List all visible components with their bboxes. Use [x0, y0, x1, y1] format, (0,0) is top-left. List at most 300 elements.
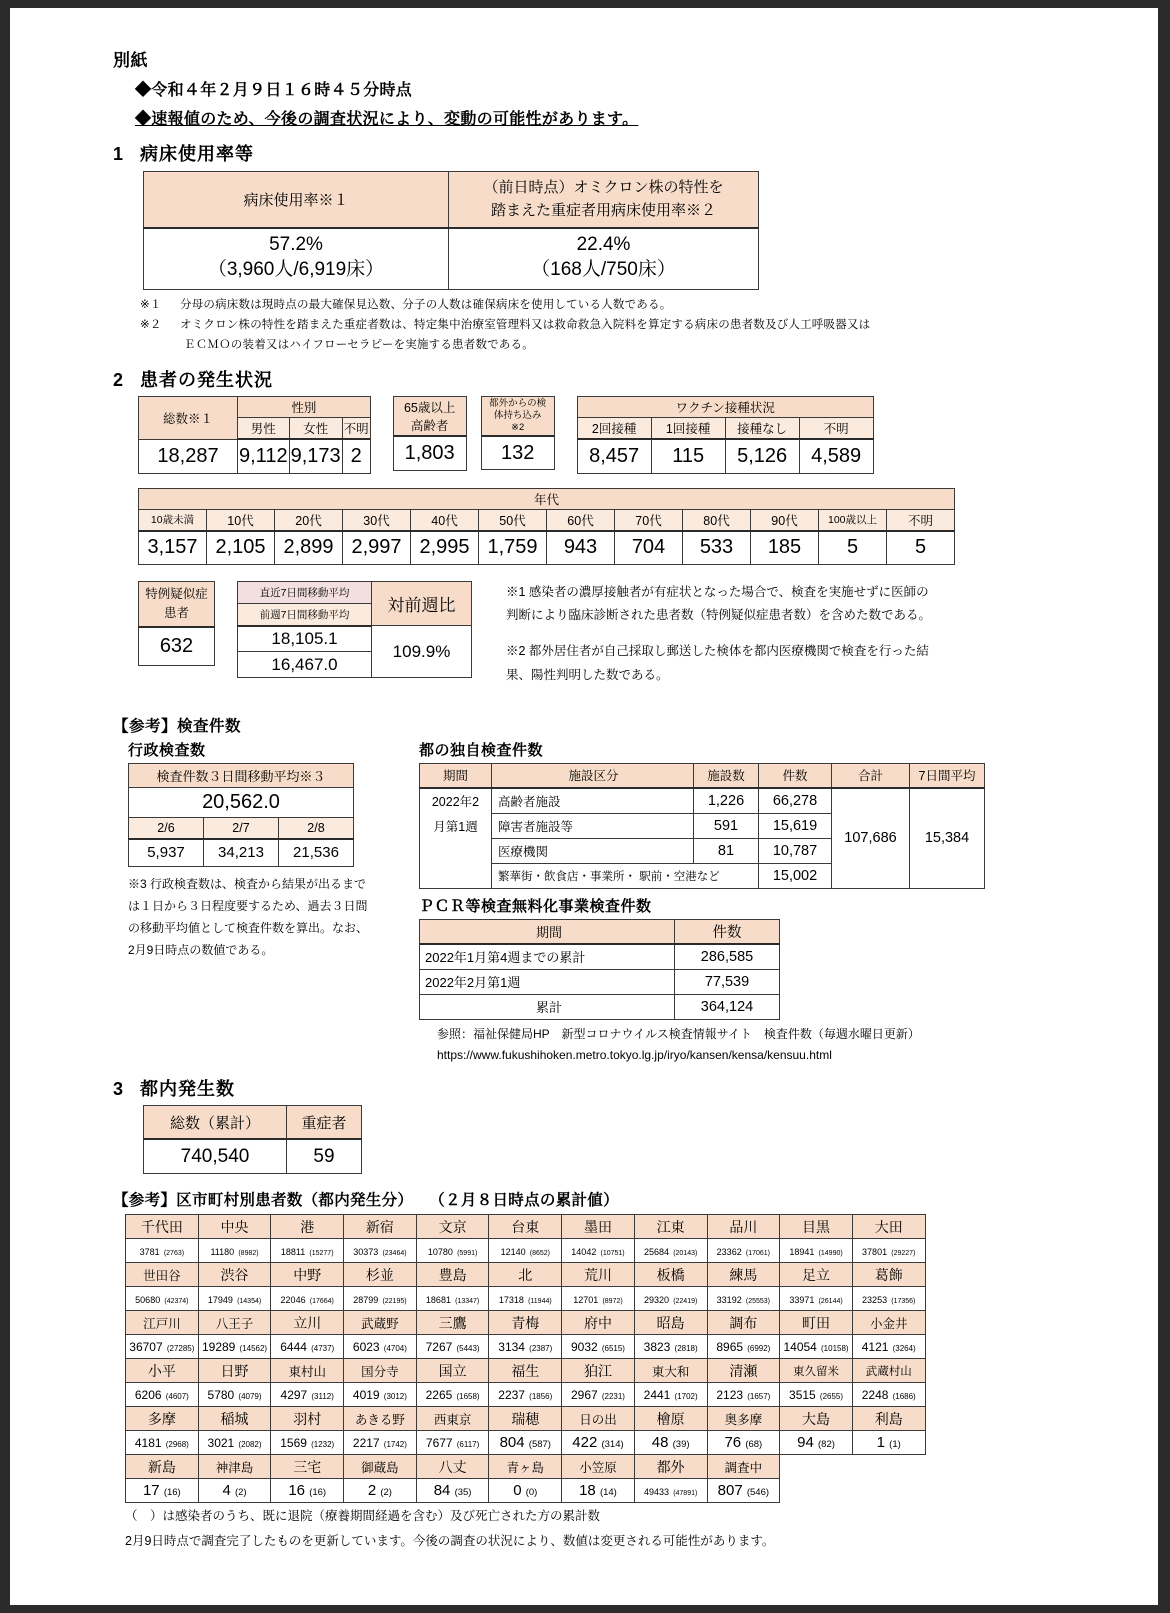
severe-bed-percent: 22.4%: [576, 233, 631, 255]
admin-date-2: 2/8: [279, 817, 354, 839]
own-tests-table: [419, 763, 985, 889]
muni-name: 練馬: [707, 1263, 780, 1287]
age-value-40s: 2,995: [411, 531, 479, 565]
muni-name: 墨田: [562, 1215, 635, 1239]
vaccination-table: [577, 396, 874, 474]
muni-value: 23362 (17061): [707, 1239, 780, 1263]
muni-value: 2237 (1856): [489, 1383, 562, 1407]
elderly-value: 1,803: [393, 436, 466, 470]
section2-top-row: [138, 396, 1098, 474]
week-ratio-header: 対前週比: [372, 582, 472, 626]
muni-name: 稲城: [198, 1407, 271, 1431]
recent-avg-label: 直近7日間移動平均: [238, 582, 372, 604]
muni-value: 6444 (4737): [271, 1335, 344, 1359]
own-row2-category: 医療機関: [492, 838, 694, 863]
admin-date-1: 2/7: [204, 817, 279, 839]
muni-name: 足立: [780, 1263, 853, 1287]
muni-name: 武蔵村山: [852, 1359, 925, 1383]
age-value-20s: 2,899: [275, 531, 343, 565]
age-value-10s: 2,105: [207, 531, 275, 565]
pcr-row0-period: 2022年1月第4週までの累計: [420, 944, 675, 969]
own-period-line1: 2022年2: [420, 788, 492, 813]
admin-date-0: 2/6: [129, 817, 204, 839]
elderly-header-line1: 65歳以上: [403, 401, 456, 416]
section1-heading: [113, 140, 1098, 166]
muni-name: 昭島: [634, 1311, 707, 1335]
muni-name: 府中: [562, 1311, 635, 1335]
age-header: 年代: [139, 488, 955, 509]
muni-name: 港: [271, 1215, 344, 1239]
muni-value: 33971 (26144): [780, 1287, 853, 1311]
own-row1-count: 15,619: [759, 813, 832, 838]
timestamp-line: ◆令和４年２月９日１６時４５分時点: [135, 82, 413, 99]
muni-name: 板橋: [634, 1263, 707, 1287]
gender-header: 性別: [238, 397, 371, 418]
pcr-source-line2: https://www.fukushihoken.metro.tokyo.lg.jp/iryo/kansen/kensa/kensuu.html: [437, 1048, 832, 1063]
muni-value: 84 (35): [416, 1479, 489, 1503]
prev-avg-value: 16,467.0: [238, 652, 372, 678]
own-row2-count: 10,787: [759, 838, 832, 863]
muni-value: 18681 (13347): [416, 1287, 489, 1311]
note1-text: 分母の病床数は現時点の最大確保見込数、分子の人数は確保病床を使用している人数である。: [180, 298, 672, 311]
pcr-source-line1: 参照：福祉保健局HP 新型コロナウイルス検査情報サイト 検査件数（毎週水曜日更新）: [437, 1026, 920, 1041]
vaccine-1dose-value: 115: [651, 439, 725, 473]
section1-title: 病床使用率等: [140, 144, 254, 164]
age-value-under10: 3,157: [139, 531, 207, 565]
muni-name: 利島: [852, 1407, 925, 1431]
total-value: 18,287: [139, 439, 238, 473]
muni-name: 葛飾: [852, 1263, 925, 1287]
muni-value: 3823 (2818): [634, 1335, 707, 1359]
muni-value: 12140 (8652): [489, 1239, 562, 1263]
bed-usage-detail: （3,960人/6,919床）: [207, 259, 385, 281]
age-col-70s: 70代: [615, 509, 683, 531]
muni-name: 文京: [416, 1215, 489, 1239]
own-period-spacer2: [420, 863, 492, 888]
imported-header-line3: ※2: [511, 421, 525, 433]
vaccine-col-unknown: 不明: [799, 418, 873, 440]
table-row: [126, 1407, 926, 1431]
muni-blank-cell: [780, 1455, 853, 1479]
muni-value: 28799 (22195): [344, 1287, 417, 1311]
muni-value: 8965 (6992): [707, 1335, 780, 1359]
severe-header-line2: 踏まえた重症者用病床使用率※２: [490, 202, 716, 220]
total-gender-table: [138, 396, 371, 474]
age-col-100plus: 100歳以上: [819, 509, 887, 531]
age-value-unknown: 5: [887, 531, 955, 565]
age-col-unknown: 不明: [887, 509, 955, 531]
municipality-footnote1: （ ）は感染者のうち、既に退院（療養期間経過を含む）及び死亡された方の累計数: [125, 1509, 601, 1524]
muni-value: 18811 (15277): [271, 1239, 344, 1263]
suspected-cases-table: [138, 581, 215, 666]
muni-value: 16 (16): [271, 1479, 344, 1503]
muni-value: 33192 (25553): [707, 1287, 780, 1311]
prev-avg-label: 前週7日間移動平均: [238, 604, 372, 626]
own-col-category: 施設区分: [492, 763, 694, 788]
muni-value: 2441 (1702): [634, 1383, 707, 1407]
table-row: [126, 1215, 926, 1239]
suspected-value: 632: [139, 627, 215, 666]
age-col-10s: 10代: [207, 509, 275, 531]
muni-value: 49433 (47891): [634, 1479, 707, 1503]
reference-tests-title: 【参考】検査件数: [113, 717, 242, 735]
gender-col-unknown: 不明: [342, 418, 370, 440]
muni-name: 中央: [198, 1215, 271, 1239]
section2-note2: ※2 都外居住者が自己採取し郵送した検体を都内医療機関で検査を行った結果、陽性判明した数である。: [506, 644, 929, 682]
page-title: 別紙: [113, 51, 148, 70]
table-row: [126, 1287, 926, 1311]
section1-number: 1: [113, 144, 125, 164]
severe-cases-value: 59: [287, 1139, 362, 1174]
muni-name: 豊島: [416, 1263, 489, 1287]
muni-value: 804 (587): [489, 1431, 562, 1455]
muni-name: 東村山: [271, 1359, 344, 1383]
imported-sample-table: [481, 396, 555, 470]
muni-name: 西東京: [416, 1407, 489, 1431]
muni-value: 6023 (4704): [344, 1335, 417, 1359]
vaccine-2dose-value: 8,457: [577, 439, 651, 473]
age-col-60s: 60代: [547, 509, 615, 531]
document-page: [10, 8, 1158, 1605]
total-header: 総数※１: [139, 397, 238, 440]
own-tests-title: 都の独自検査件数: [419, 741, 544, 759]
imported-header-line2: 体持ち込み: [493, 410, 542, 422]
muni-name: 奥多摩: [707, 1407, 780, 1431]
pcr-row1-count: 77,539: [675, 969, 780, 994]
age-value-90s: 185: [751, 531, 819, 565]
admin-tests-column: [128, 739, 373, 962]
suspected-header-line2: 患者: [163, 605, 189, 620]
reference-tests-columns: [113, 739, 1098, 1066]
own-row1-facilities: 591: [694, 813, 759, 838]
muni-name: 八丈: [416, 1455, 489, 1479]
admin-count-0: 5,937: [129, 839, 204, 866]
table-row: [126, 1455, 926, 1479]
imported-header-line1: 都外からの検: [489, 398, 547, 410]
muni-blank-cell: [852, 1479, 925, 1503]
section3-number: 3: [113, 1079, 125, 1100]
muni-name: 世田谷: [126, 1263, 199, 1287]
muni-name: 日の出: [562, 1407, 635, 1431]
muni-value: 2217 (1742): [344, 1431, 417, 1455]
own-total-value: 107,686: [832, 788, 910, 888]
bed-usage-table: [143, 171, 759, 290]
muni-value: 17949 (14354): [198, 1287, 271, 1311]
muni-value: 48 (39): [634, 1431, 707, 1455]
section1-note1: [140, 295, 1098, 315]
muni-name: 調査中: [707, 1455, 780, 1479]
muni-value: 14054 (10158): [780, 1335, 853, 1359]
cumulative-total-header: 総数（累計）: [144, 1106, 287, 1139]
muni-value: 3134 (2387): [489, 1335, 562, 1359]
muni-name: 国分寺: [344, 1359, 417, 1383]
muni-name: 三宅: [271, 1455, 344, 1479]
pcr-tests-table: [419, 919, 780, 1020]
week-ratio-value: 109.9%: [372, 626, 472, 678]
muni-name: 北: [489, 1263, 562, 1287]
male-value: 9,112: [238, 439, 290, 473]
own-period-line2: 月第1週: [420, 813, 492, 838]
muni-name: 江東: [634, 1215, 707, 1239]
gender-col-female: 女性: [289, 418, 342, 440]
muni-value: 37801 (29227): [852, 1239, 925, 1263]
muni-value: 7677 (6117): [416, 1431, 489, 1455]
muni-name: 青ヶ島: [489, 1455, 562, 1479]
own-col-period: 期間: [420, 763, 492, 788]
muni-value: 4 (2): [198, 1479, 271, 1503]
muni-blank-cell: [852, 1455, 925, 1479]
muni-name: 国立: [416, 1359, 489, 1383]
section2-notes: [506, 581, 936, 700]
age-value-80s: 533: [683, 531, 751, 565]
vaccine-col-none: 接種なし: [725, 418, 799, 440]
suspected-header-line1: 特例疑似症: [145, 587, 208, 602]
muni-value: 76 (68): [707, 1431, 780, 1455]
muni-name: 東大和: [634, 1359, 707, 1383]
own-row3-category: 繁華街・飲食店・事業所・ 駅前・空港など: [492, 863, 759, 888]
muni-value: 2248 (1686): [852, 1383, 925, 1407]
vaccine-col-1dose: 1回接種: [651, 418, 725, 440]
muni-value: 17318 (11944): [489, 1287, 562, 1311]
muni-name: 小笠原: [562, 1455, 635, 1479]
own-row3-count: 15,002: [759, 863, 832, 888]
severe-bed-detail: （168人/750床）: [531, 259, 676, 281]
table-row: [126, 1335, 926, 1359]
muni-name: 狛江: [562, 1359, 635, 1383]
unknown-gender-value: 2: [342, 439, 370, 473]
muni-name: 八王子: [198, 1311, 271, 1335]
muni-value: 2123 (1657): [707, 1383, 780, 1407]
own-tests-column: [419, 739, 985, 1066]
age-col-20s: 20代: [275, 509, 343, 531]
pcr-col-period: 期間: [420, 919, 675, 944]
notice-line: ◆速報値のため、今後の調査状況により、変動の可能性があります。: [135, 111, 639, 128]
muni-value: 2967 (2231): [562, 1383, 635, 1407]
age-col-80s: 80代: [683, 509, 751, 531]
muni-value: 2265 (1658): [416, 1383, 489, 1407]
municipality-title: 【参考】区市町村別患者数（都内発生分） （２月８日時点の累計値）: [113, 1192, 619, 1210]
muni-name: 渋谷: [198, 1263, 271, 1287]
section2-number: 2: [113, 370, 125, 391]
age-value-70s: 704: [615, 531, 683, 565]
elderly-header-line2: 高齢者: [410, 419, 449, 434]
muni-value: 9032 (6515): [562, 1335, 635, 1359]
muni-value: 17 (16): [126, 1479, 199, 1503]
severe-cases-header: 重症者: [287, 1106, 362, 1139]
pcr-tests-title: ＰＣＲ等検査無料化事業検査件数: [419, 897, 652, 915]
muni-value: 7267 (5443): [416, 1335, 489, 1359]
tokyo-cumulative-table: [143, 1105, 362, 1174]
muni-value: 4297 (3112): [271, 1383, 344, 1407]
imported-value: 132: [481, 436, 554, 470]
moving-average-table: [237, 581, 472, 678]
muni-value: 2 (2): [344, 1479, 417, 1503]
note1-label: ※１: [140, 298, 162, 311]
admin-tests-note: ※3 行政検査数は、検査から結果が出るまでは１日から３日程度要するため、過去３日間の移動平均値として検査件数を算出。なお、2月9日時点の数値である。: [128, 876, 369, 958]
muni-name: 多摩: [126, 1407, 199, 1431]
section3-title: 都内発生数: [140, 1079, 235, 1100]
muni-name: 千代田: [126, 1215, 199, 1239]
admin-avg-header: 検査件数３日間移動平均※３: [129, 763, 354, 787]
section2-title: 患者の発生状況: [140, 370, 273, 391]
muni-name: 三鷹: [416, 1311, 489, 1335]
age-distribution-table: [138, 488, 955, 566]
own-col-facilities: 施設数: [694, 763, 759, 788]
section2-heading: [113, 366, 1098, 392]
section1-notes: [140, 295, 1098, 355]
admin-tests-table: [128, 763, 354, 867]
muni-value: 5780 (4079): [198, 1383, 271, 1407]
muni-value: 14042 (10751): [562, 1239, 635, 1263]
muni-name: 檜原: [634, 1407, 707, 1431]
suspected-header: [139, 582, 215, 627]
muni-value: 3781 (2763): [126, 1239, 199, 1263]
muni-name: あきる野: [344, 1407, 417, 1431]
muni-name: 神津島: [198, 1455, 271, 1479]
note2-text: オミクロン株の特性を踏まえた重症者数は、特定集中治療室管理料又は救命救急入院料を算定する病床の患者数及び人工呼吸器又は: [180, 318, 871, 331]
muni-name: 大田: [852, 1215, 925, 1239]
age-col-50s: 50代: [479, 509, 547, 531]
muni-name: 中野: [271, 1263, 344, 1287]
muni-value: 6206 (4607): [126, 1383, 199, 1407]
own-period-spacer1: [420, 838, 492, 863]
muni-value: 4121 (3264): [852, 1335, 925, 1359]
muni-value: 1569 (1232): [271, 1431, 344, 1455]
age-value-100plus: 5: [819, 531, 887, 565]
muni-value: 807 (546): [707, 1479, 780, 1503]
vaccine-unknown-value: 4,589: [799, 439, 873, 473]
table-row: [126, 1383, 926, 1407]
muni-name: 羽村: [271, 1407, 344, 1431]
muni-name: 調布: [707, 1311, 780, 1335]
table-row: [126, 1263, 926, 1287]
muni-value: 4181 (2968): [126, 1431, 199, 1455]
muni-name: 瑞穂: [489, 1407, 562, 1431]
pcr-col-count: 件数: [675, 919, 780, 944]
muni-value: 11180 (8982): [198, 1239, 271, 1263]
muni-name: 新宿: [344, 1215, 417, 1239]
table-row: [126, 1359, 926, 1383]
muni-name: 御蔵島: [344, 1455, 417, 1479]
pcr-row1-period: 2022年2月第1週: [420, 969, 675, 994]
age-value-30s: 2,997: [343, 531, 411, 565]
elderly-table: [393, 396, 467, 471]
section2-bottom-row: [138, 581, 1098, 700]
muni-name: 品川: [707, 1215, 780, 1239]
muni-name: 目黒: [780, 1215, 853, 1239]
muni-value: 12701 (8972): [562, 1287, 635, 1311]
own-col-count: 件数: [759, 763, 832, 788]
pcr-row2-period: 累計: [420, 994, 675, 1019]
section2-note1: ※1 感染者の濃厚接触者が有症状となった場合で、検査を実施せずに医師の判断により臨床診断された患者数（特例疑似症患者数）を含めた数である。: [506, 585, 932, 623]
muni-name: 福生: [489, 1359, 562, 1383]
muni-name: 荒川: [562, 1263, 635, 1287]
muni-value: 10780 (5991): [416, 1239, 489, 1263]
vaccination-header: ワクチン接種状況: [577, 397, 873, 418]
age-value-50s: 1,759: [479, 531, 547, 565]
female-value: 9,173: [289, 439, 342, 473]
cumulative-total-value: 740,540: [144, 1139, 287, 1174]
muni-name: 新島: [126, 1455, 199, 1479]
severe-bed-value-cell: [449, 228, 759, 290]
muni-value: 29320 (22419): [634, 1287, 707, 1311]
muni-value: 94 (82): [780, 1431, 853, 1455]
table-row: [126, 1239, 926, 1263]
muni-value: 0 (0): [489, 1479, 562, 1503]
muni-name: 町田: [780, 1311, 853, 1335]
muni-value: 422 (314): [562, 1431, 635, 1455]
muni-value: 36707 (27285): [126, 1335, 199, 1359]
own-row0-facilities: 1,226: [694, 788, 759, 813]
muni-value: 23253 (17356): [852, 1287, 925, 1311]
own-row0-count: 66,278: [759, 788, 832, 813]
muni-name: 日野: [198, 1359, 271, 1383]
muni-name: 清瀬: [707, 1359, 780, 1383]
municipality-table: [125, 1214, 926, 1503]
admin-tests-title: 行政検査数: [128, 741, 206, 759]
muni-value: 18941 (14990): [780, 1239, 853, 1263]
muni-name: 青梅: [489, 1311, 562, 1335]
muni-value: 3021 (2082): [198, 1431, 271, 1455]
note2-label: ※２: [140, 318, 162, 331]
admin-count-1: 34,213: [204, 839, 279, 866]
recent-avg-value: 18,105.1: [238, 626, 372, 652]
muni-blank-cell: [780, 1479, 853, 1503]
muni-value: 25684 (20143): [634, 1239, 707, 1263]
age-col-under10: 10歳未満: [139, 509, 207, 531]
age-col-40s: 40代: [411, 509, 479, 531]
bed-usage-value-cell: [144, 228, 449, 290]
muni-value: 3515 (2655): [780, 1383, 853, 1407]
muni-value: 19289 (14562): [198, 1335, 271, 1359]
own-col-total: 合計: [832, 763, 910, 788]
age-col-90s: 90代: [751, 509, 819, 531]
vaccine-none-value: 5,126: [725, 439, 799, 473]
muni-name: 都外: [634, 1455, 707, 1479]
muni-name: 小平: [126, 1359, 199, 1383]
severe-bed-usage-header: [449, 172, 759, 228]
gender-col-male: 男性: [238, 418, 290, 440]
muni-value: 18 (14): [562, 1479, 635, 1503]
age-value-60s: 943: [547, 531, 615, 565]
muni-name: 台東: [489, 1215, 562, 1239]
imported-header: [481, 397, 554, 436]
own-col-avg7: 7日間平均: [910, 763, 985, 788]
muni-name: 立川: [271, 1311, 344, 1335]
muni-value: 4019 (3012): [344, 1383, 417, 1407]
section1-note2-cont: ＥＣＭＯの装着又はハイフローセラピーを実施する患者数である。: [184, 339, 534, 352]
muni-value: 30373 (23464): [344, 1239, 417, 1263]
muni-name: 大島: [780, 1407, 853, 1431]
table-row: [126, 1431, 926, 1455]
severe-header-line1: （前日時点）オミクロン株の特性を: [483, 179, 724, 196]
pcr-row0-count: 286,585: [675, 944, 780, 969]
section3-heading: [113, 1075, 1098, 1101]
muni-name: 武蔵野: [344, 1311, 417, 1335]
muni-value: 1 (1): [852, 1431, 925, 1455]
muni-value: 22046 (17664): [271, 1287, 344, 1311]
muni-value: 50680 (42374): [126, 1287, 199, 1311]
own-avg7-value: 15,384: [910, 788, 985, 888]
bed-usage-percent: 57.2%: [269, 233, 323, 255]
table-row: [126, 1479, 926, 1503]
admin-count-2: 21,536: [279, 839, 354, 866]
age-col-30s: 30代: [343, 509, 411, 531]
bed-usage-header: 病床使用率※１: [144, 172, 449, 228]
own-row2-facilities: 81: [694, 838, 759, 863]
municipality-footnote2: 2月9日時点で調査完了したものを更新しています。今後の調査の状況により、数値は変更される可能性があります。: [125, 1533, 775, 1548]
pcr-row2-count: 364,124: [675, 994, 780, 1019]
